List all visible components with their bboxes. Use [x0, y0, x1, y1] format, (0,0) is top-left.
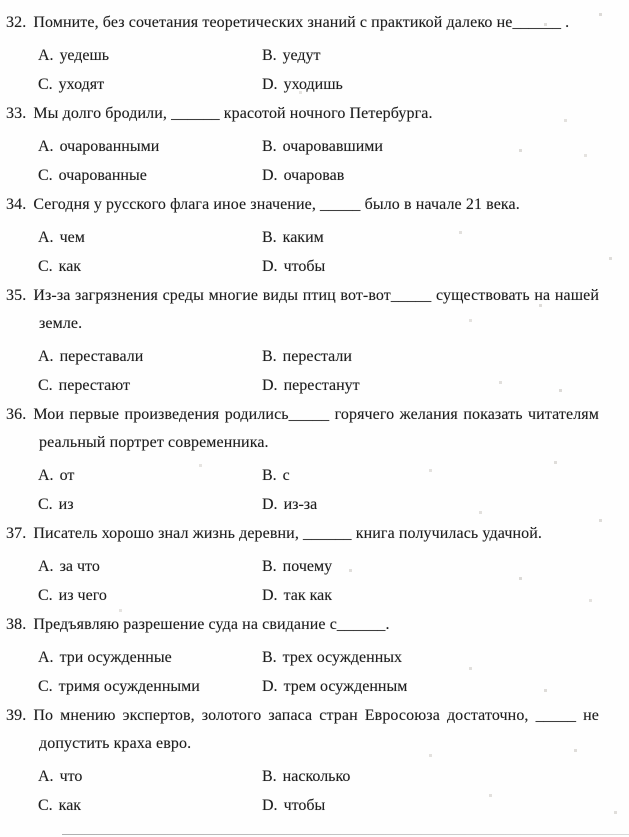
option-text: трем осужденным: [283, 678, 408, 695]
answer-option: [262, 767, 599, 787]
question-block: [6, 401, 599, 515]
option-text: с: [282, 467, 290, 484]
answer-option: [262, 677, 599, 697]
option-text: так как: [283, 587, 333, 604]
question-stem: Помните, без сочетания теоретических знаний с практикой далеко не______ .: [33, 14, 570, 31]
answer-option: [38, 137, 262, 157]
option-text: перестают: [58, 377, 130, 394]
answer-option: [38, 557, 262, 577]
option-label: D.: [262, 76, 278, 93]
option-label: D.: [262, 167, 278, 184]
option-text: из: [58, 496, 74, 513]
answer-option: [262, 796, 599, 816]
option-text: три осужденные: [59, 649, 172, 666]
options-grid: [38, 557, 599, 606]
option-label: C.: [38, 496, 53, 513]
answer-option: [262, 347, 599, 367]
option-label: D.: [262, 587, 278, 604]
options-grid: [38, 46, 599, 95]
answer-option: [262, 557, 599, 577]
answer-option: [262, 46, 599, 66]
question-block: [6, 282, 599, 396]
option-text: уходишь: [283, 76, 343, 93]
answer-option: [38, 466, 262, 486]
option-label: A.: [38, 768, 54, 785]
option-label: D.: [262, 258, 278, 275]
answer-option: [38, 347, 262, 367]
option-label: A.: [38, 558, 54, 575]
option-text: как: [58, 258, 82, 275]
question-stem: Из-за загрязнения среды многие виды птиц вот-вот_____ существовать на нашей земле.: [33, 287, 599, 332]
option-text: чтобы: [283, 258, 326, 275]
options-grid: [38, 648, 599, 697]
option-label: D.: [262, 377, 278, 394]
question-number: 35.: [6, 287, 27, 304]
option-text: из-за: [283, 496, 318, 513]
option-text: трех осужденных: [282, 649, 402, 666]
options-grid: [38, 137, 599, 186]
question-number: 37.: [6, 525, 27, 542]
question-block: [6, 9, 599, 95]
answer-option: [262, 75, 599, 95]
option-label: B.: [262, 47, 277, 64]
question-stem: Предъявляю разрешение суда на свидание с______.: [33, 616, 390, 633]
option-label: B.: [262, 649, 277, 666]
answer-option: [38, 46, 262, 66]
option-label: B.: [262, 768, 277, 785]
questions-list: [6, 9, 599, 816]
question-number: 34.: [6, 196, 27, 213]
option-text: уедешь: [59, 47, 110, 64]
answer-option: [262, 137, 599, 157]
question-number: 39.: [6, 707, 27, 724]
answer-option: [262, 648, 599, 668]
option-text: почему: [282, 558, 333, 575]
scan-noise-speckles: [0, 0, 1, 1]
answer-option: [38, 586, 262, 606]
answer-option: [38, 495, 262, 515]
answer-option: [38, 767, 262, 787]
option-text: очарованные: [58, 167, 147, 184]
question-stem-line: [6, 702, 599, 758]
answer-option: [262, 376, 599, 396]
option-label: D.: [262, 797, 278, 814]
option-label: D.: [262, 678, 278, 695]
option-label: A.: [38, 467, 54, 484]
option-label: B.: [262, 138, 277, 155]
question-number: 36.: [6, 406, 27, 423]
answer-option: [38, 166, 262, 186]
scan-artifact-line: [62, 834, 629, 835]
option-label: B.: [262, 348, 277, 365]
question-stem-line: [6, 100, 599, 128]
question-number: 32.: [6, 14, 27, 31]
option-text: перестанут: [283, 377, 360, 394]
option-label: B.: [262, 467, 277, 484]
question-block: [6, 611, 599, 697]
answer-option: [38, 648, 262, 668]
option-label: D.: [262, 496, 278, 513]
option-label: C.: [38, 797, 53, 814]
answer-option: [262, 495, 599, 515]
options-grid: [38, 228, 599, 277]
option-text: что: [59, 768, 83, 785]
question-number: 38.: [6, 616, 27, 633]
option-label: B.: [262, 558, 277, 575]
option-text: перестали: [282, 348, 352, 365]
question-stem-line: [6, 611, 599, 639]
option-text: за что: [59, 558, 100, 575]
option-text: очарованными: [59, 138, 160, 155]
question-stem: Мои первые произведения родились_____ горячего желания показать читателям реальный портрет современника.: [33, 406, 599, 451]
option-text: чтобы: [283, 797, 326, 814]
question-number: 33.: [6, 105, 27, 122]
question-stem-line: [6, 520, 599, 548]
question-stem: По мнению экспертов, золотого запаса стран Евросоюза достаточно, _____ не допустить краха евро.: [33, 707, 599, 752]
option-text: тримя осужденными: [58, 678, 200, 695]
question-stem-line: [6, 9, 599, 37]
question-block: [6, 100, 599, 186]
option-label: B.: [262, 229, 277, 246]
option-label: C.: [38, 587, 53, 604]
option-label: A.: [38, 649, 54, 666]
question-stem-line: [6, 401, 599, 457]
option-text: очаровав: [283, 167, 345, 184]
option-text: очаровавшими: [282, 138, 383, 155]
option-text: каким: [282, 229, 324, 246]
question-stem: Сегодня у русского флага иное значение, _____ было в начале 21 века.: [33, 196, 520, 213]
option-text: уходят: [58, 76, 105, 93]
answer-option: [38, 228, 262, 248]
option-label: A.: [38, 47, 54, 64]
answer-option: [38, 677, 262, 697]
answer-option: [38, 376, 262, 396]
answer-option: [38, 257, 262, 277]
question-block: [6, 702, 599, 816]
answer-option: [38, 796, 262, 816]
options-grid: [38, 347, 599, 396]
option-text: уедут: [282, 47, 321, 64]
question-block: [6, 191, 599, 277]
answer-option: [262, 466, 599, 486]
question-stem-line: [6, 191, 599, 219]
options-grid: [38, 767, 599, 816]
option-label: A.: [38, 138, 54, 155]
option-label: A.: [38, 348, 54, 365]
answer-option: [262, 586, 599, 606]
question-stem-line: [6, 282, 599, 338]
option-label: C.: [38, 258, 53, 275]
option-text: из чего: [58, 587, 107, 604]
option-label: C.: [38, 167, 53, 184]
options-grid: [38, 466, 599, 515]
option-label: C.: [38, 678, 53, 695]
option-text: как: [58, 797, 82, 814]
option-text: насколько: [282, 768, 351, 785]
answer-option: [262, 228, 599, 248]
question-stem: Мы долго бродили, ______ красотой ночного Петербурга.: [33, 105, 433, 122]
answer-option: [38, 75, 262, 95]
option-text: чем: [59, 229, 85, 246]
question-stem: Писатель хорошо знал жизнь деревни, ______ книга получилась удачной.: [33, 525, 542, 542]
option-label: C.: [38, 377, 53, 394]
option-text: от: [59, 467, 75, 484]
option-text: переставали: [59, 348, 144, 365]
option-label: A.: [38, 229, 54, 246]
question-block: [6, 520, 599, 606]
answer-option: [262, 257, 599, 277]
answer-option: [262, 166, 599, 186]
option-label: C.: [38, 76, 53, 93]
